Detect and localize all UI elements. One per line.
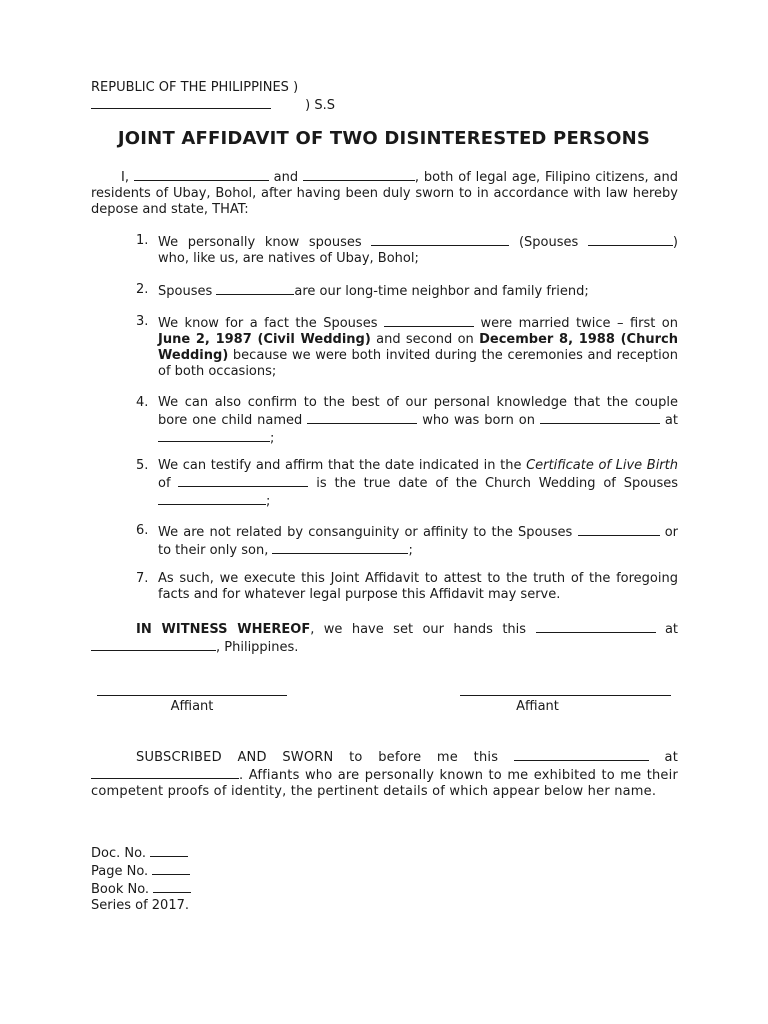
subscribed-text-a: SUBSCRIBED AND SWORN to before me this: [136, 750, 499, 765]
doc-no-blank: [150, 844, 188, 857]
spouses-alias-blank: [588, 233, 673, 246]
item-number: 2.: [136, 282, 149, 297]
item-5-text-e: ;: [266, 494, 271, 509]
spouses-name-blank: [158, 492, 266, 505]
item-3-text-d: and second on: [376, 332, 474, 347]
witness-text-a: , we have set our hands this: [310, 622, 527, 637]
item-3-civil-wedding: June 2, 1987 (Civil Wedding): [158, 332, 371, 347]
spouses-name-blank: [384, 314, 474, 327]
doc-no-label: Doc. No.: [91, 846, 146, 861]
subscribed-place-blank: [91, 766, 239, 779]
list-item-4: [136, 395, 678, 447]
item-3-church-wedding: December 8, 1988 (Church Wedding): [158, 332, 678, 363]
item-2-text-b: are our long-time neighbor and family friend;: [294, 284, 589, 299]
book-no-blank: [153, 880, 191, 893]
affiant1-name-blank: [134, 168, 269, 181]
item-number: 5.: [136, 458, 149, 473]
intro-text-4: and residents of Ubay, Bohol, after having been duly sworn to in accordance with law hereby depose and state, THAT:: [91, 170, 678, 217]
caption-ss-text: ) S.S: [305, 98, 335, 113]
notarial-register: [91, 844, 191, 914]
intro-text-1: I,: [121, 170, 129, 185]
book-no: [91, 880, 191, 898]
intro-text-2: and: [273, 170, 299, 185]
item-6-text-a: We are not related by consanguinity or affinity to the Spouses: [158, 525, 573, 540]
item-3-text-a: We know for a fact the Spouses: [158, 316, 378, 331]
item-5-text-d: is the true date of the Church Wedding of Spouses: [316, 476, 678, 491]
doc-no: [91, 844, 191, 862]
item-5-text-c: of: [158, 476, 171, 491]
subscribed-paragraph: [91, 748, 678, 800]
spouses-name-blank: [371, 233, 509, 246]
intro-paragraph: [91, 168, 678, 218]
child-name-blank: [307, 411, 417, 424]
page-no-label: Page No.: [91, 864, 149, 879]
item-4-text-c: at: [664, 413, 678, 428]
item-3-text-b: were married twice – first on: [480, 316, 679, 331]
item-number: 6.: [136, 523, 149, 538]
affiant2-name-blank: [303, 168, 415, 181]
item-number: 4.: [136, 395, 149, 410]
subscribed-text-b: at: [664, 750, 678, 765]
item-1-text-c: ): [672, 235, 678, 250]
intro-text-3: , both of legal age, Filipino citizens,: [414, 170, 649, 185]
document-title: JOINT AFFIDAVIT OF TWO DISINTERESTED PERSONS: [117, 128, 651, 149]
item-number: 1.: [136, 233, 149, 248]
item-text: [158, 314, 678, 380]
caption-ss: [91, 96, 335, 114]
item-5-certificate: Certificate of Live Birth: [526, 458, 678, 473]
list-item-1: [136, 233, 678, 267]
item-4-text-a: We can also confirm to the best of our personal knowledge that the couple bore one child named: [158, 395, 678, 428]
right-signature-line: [460, 695, 671, 696]
child-name-blank: [178, 474, 308, 487]
item-5-text-a: We can testify and affirm that the date indicated in the: [158, 458, 522, 473]
caption-republic: [91, 80, 298, 96]
left-affiant-label: Affiant: [170, 699, 214, 714]
item-text: [158, 523, 678, 559]
subscribed-date-blank: [514, 748, 649, 761]
item-2-text-a: Spouses: [158, 284, 213, 299]
item-text: [158, 458, 678, 510]
list-item-6: [136, 523, 678, 559]
page-no: [91, 862, 191, 880]
spouses-name-blank: [578, 523, 660, 536]
item-1-text-a: We personally know spouses: [158, 235, 362, 250]
item-number: 7.: [136, 571, 149, 586]
list-item-7: [136, 571, 678, 603]
item-number: 3.: [136, 314, 149, 329]
witness-heading: IN WITNESS WHEREOF: [136, 622, 311, 637]
witness-place-blank: [91, 638, 216, 651]
item-6-text-b: or to their only son,: [158, 525, 678, 558]
spouses-name-blank: [216, 282, 294, 295]
witness-text-b: at: [664, 622, 679, 637]
item-text: [158, 395, 678, 447]
subscribed-text-c: . Affiants who are personally known to me exhibited to me their competent proofs of identity, the pertinent details of which appear below her name.: [91, 768, 678, 799]
birth-place-blank: [158, 429, 270, 442]
item-6-text-c: ;: [408, 543, 413, 558]
list-item-5: [136, 458, 678, 510]
witness-text-c: , Philippines.: [216, 640, 299, 655]
book-no-label: Book No.: [91, 882, 150, 897]
item-text: [158, 233, 678, 267]
list-item-3: [136, 314, 678, 380]
item-text: [158, 282, 678, 300]
item-1-text-d: who, like us, are natives of Ubay, Bohol;: [158, 251, 419, 266]
witness-date-blank: [536, 620, 656, 633]
item-text: As such, we execute this Joint Affidavit to attest to the truth of the foregoing facts and for whatever legal purpose this Affidavit may serve.: [158, 571, 678, 602]
item-4-text-b: who was born on: [422, 413, 535, 428]
item-3-text-f: because we were both invited during the ceremonies and reception of both occasions;: [158, 348, 678, 379]
caption-line1: REPUBLIC OF THE PHILIPPINES ): [91, 80, 299, 95]
left-signature-line: [97, 695, 287, 696]
right-affiant-label: Affiant: [516, 699, 559, 714]
page-no-blank: [152, 862, 190, 875]
series-year: Series of 2017.: [91, 898, 189, 913]
son-name-blank: [272, 541, 408, 554]
witness-paragraph: [91, 620, 678, 656]
item-4-text-d: ;: [270, 431, 275, 446]
item-1-text-b: (Spouses: [518, 235, 579, 250]
province-blank: [91, 96, 271, 109]
birth-date-blank: [540, 411, 660, 424]
list-item-2: [136, 282, 678, 300]
